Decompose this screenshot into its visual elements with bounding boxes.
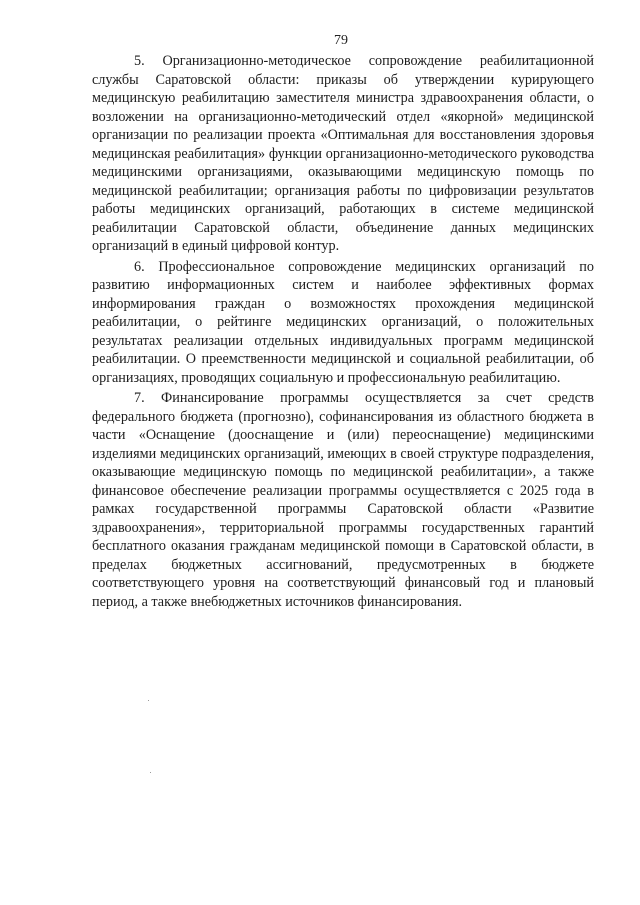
scan-speck: [150, 772, 151, 773]
paragraph-7-financing: 7. Финансирование программы осуществляется за счет средств федерального бюджета (прогнозно), софинансирования из областного бюджета в части «Оснащение (дооснащение и (или) переоснащение) медицинскими изделиями медицинских организаций, имеющих в своей структуре подразделения, оказывающие медицинскую помощь по медицинской реабилитации», а также финансовое обеспечение реализации программы осуществляется с 2025 года в рамках государственной программы Саратовской области «Развитие здравоохранения», территориальной программы государственных гарантий бесплатного оказания гражданам медицинской помощи в Саратовской области, в пределах бюджетных ассигнований, предусмотренных в бюджете соответствующего уровня на соответствующий финансовый год и плановый период, а также внебюджетных источников финансирования.: [92, 390, 594, 610]
paragraph-5-methodological-support: 5. Организационно-методическое сопровождение реабилитационной службы Саратовской области: приказы об утверждении курирующего медицинскую реабилитацию заместителя министра здравоохранения области, о возложении на организационно-методический отдел «якорной» медицинской организации по реализации проекта «Оптимальная для восстановления здоровья медицинская реабилитация» функции организационно-методического руководства медицинскими организациями, оказывающими медицинскую помощь по медицинской реабилитации; организация работы по цифровизации результатов работы медицинских организаций, работающих в системе медицинской реабилитации Саратовской области, объединение данных медицинских организаций в единый цифровой контур.: [92, 53, 594, 254]
page-number: 79: [334, 33, 348, 48]
scan-speck: [148, 700, 149, 701]
document-body: [92, 52, 594, 611]
paragraph-6-professional-support: 6. Профессиональное сопровождение медицинских организаций по развитию информационных систем и наиболее эффективных формах информирования граждан о возможностях прохождения медицинской реабилитации, о рейтинге медицинских организаций, о положительных результатах реализации отдельных индивидуальных программ медицинской реабилитации. О преемственности медицинской и социальной реабилитации, об организациях, проводящих социальную и профессиональную реабилитацию.: [92, 258, 594, 386]
